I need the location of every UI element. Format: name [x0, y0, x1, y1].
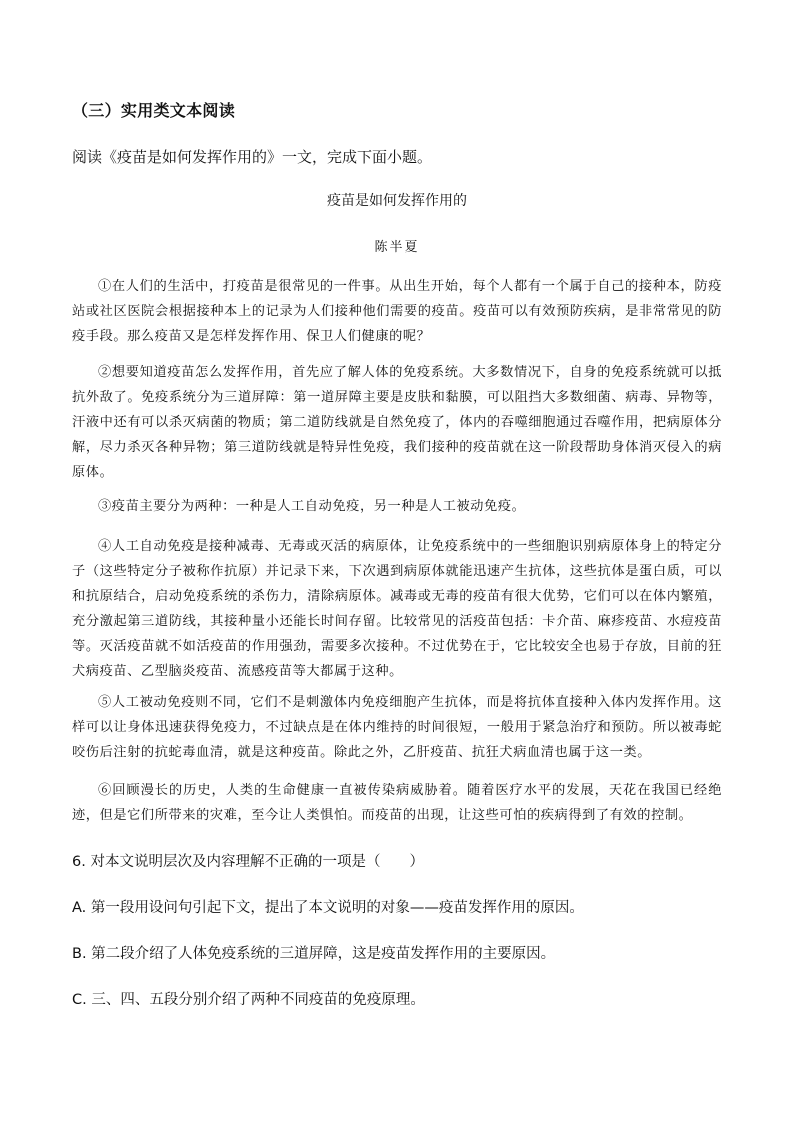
question-option-a: A. 第一段用设问句引起下文，提出了本文说明的对象——疫苗发挥作用的原因。: [72, 900, 584, 916]
article-paragraph-5: ⑤人工被动免疫则不同，它们不是刺激体内免疫细胞产生抗体，而是将抗体直接种入体内发挥作用。这样可以让身体迅速获得免疫力，不过缺点是在体内维持的时间很短，一般用于紧急治疗和预防。所以被毒蛇咬伤后注射的抗蛇毒血清，就是这种疫苗。除此之外，乙肝疫苗、抗狂犬病血清也属于这一类。: [72, 695, 722, 760]
article-paragraph-6: ⑥回顾漫长的历史，人类的生命健康一直被传染病威胁着。随着医疗水平的发展，天花在我国已经绝迹，但是它们所带来的灾难，至今让人类惧怕。而疫苗的出现，让这些可怕的疾病得到了有效的控制。: [72, 783, 722, 823]
question-option-b: B. 第二段介绍了人体免疫系统的三道屏障，这是疫苗发挥作用的主要原因。: [72, 946, 556, 962]
reading-instruction: 阅读《疫苗是如何发挥作用的》一文，完成下面小题。: [72, 148, 433, 166]
article-paragraph-2: ②想要知道疫苗怎么发挥作用，首先应了解人体的免疫系统。大多数情况下，自身的免疫系统就可以抵抗外敌了。免疫系统分为三道屏障：第一道屏障主要是皮肤和黏膜，可以阻挡大多数细菌、病毒、异物等，汗液中还有可以杀灭病菌的物质；第二道防线就是自然免疫了，体内的吞噬细胞通过吞噬作用，把病原体分解，尽力杀灭各种异物；第三道防线就是特异性免疫，我们接种的疫苗就在这一阶段帮助身体消灭侵入的病原体。: [72, 365, 722, 480]
section-title: （三）实用类文本阅读: [72, 101, 236, 120]
article-paragraph-4: ④人工自动免疫是接种减毒、无毒或灭活的病原体，让免疫系统中的一些细胞识别病原体身上的特定分子（这些特定分子被称作抗原）并记录下来，下次遇到病原体就能迅速产生抗体，这些抗体是蛋白质，可以和抗原结合，启动免疫系统的杀伤力，清除病原体。减毒或无毒的疫苗有很大优势，它们可以在体内繁殖，充分激起第三道防线，其接种量小还能长时间存留。比较常见的活疫苗包括：卡介苗、麻疹疫苗、水痘疫苗等。灭活疫苗就不如活疫苗的作用强劲，需要多次接种。不过优势在于，它比较安全也易于存放，目前的狂犬病疫苗、乙型脑炎疫苗、流感疫苗等大都属于这种。: [72, 539, 722, 679]
question-stem: 6. 对本文说明层次及内容理解不正确的一项是（ ）: [72, 854, 424, 870]
article-author: 陈半夏: [374, 240, 420, 255]
article-title: 疫苗是如何发挥作用的: [327, 193, 467, 209]
article-paragraph-3: ③疫苗主要分为两种：一种是人工自动免疫，另一种是人工被动免疫。: [98, 499, 526, 514]
question-option-c: C. 三、四、五段分别介绍了两种不同疫苗的免疫原理。: [72, 992, 425, 1008]
article-paragraph-1: ①在人们的生活中，打疫苗是很常见的一件事。从出生开始，每个人都有一个属于自己的接种本，防疫站或社区医院会根据接种本上的记录为人们接种他们需要的疫苗。疫苗可以有效预防疾病，是非常常见的防疫手段。那么疫苗又是怎样发挥作用、保卫人们健康的呢？: [72, 279, 722, 344]
